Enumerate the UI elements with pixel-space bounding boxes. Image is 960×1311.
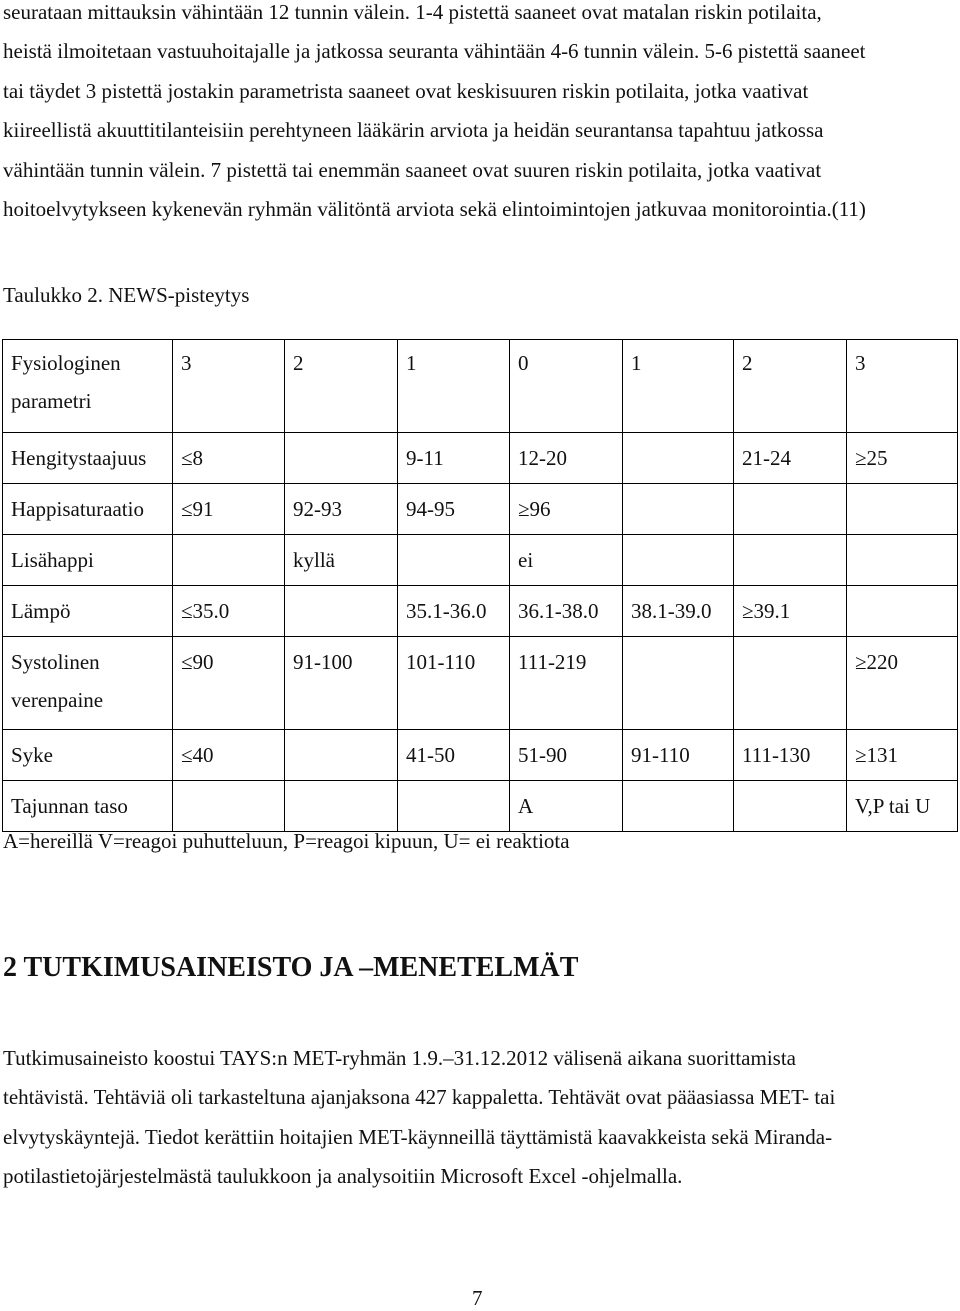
value-cell: 36.1-38.0 — [510, 586, 623, 637]
header-score-cell: 1 — [398, 340, 510, 433]
value-cell — [623, 484, 734, 535]
table-header-row — [3, 340, 958, 433]
value-cell: 111-130 — [734, 730, 847, 781]
text-line: seurataan mittauksin vähintään 12 tunnin välein. 1-4 pistettä saaneet ovat matalan riskin potilaita, — [3, 0, 822, 24]
header-score-cell: 2 — [734, 340, 847, 433]
section-heading: 2 TUTKIMUSAINEISTO JA –MENETELMÄT — [3, 952, 579, 983]
parameter-label: Hengitystaajuus — [11, 446, 147, 470]
value-cell: ≥131 — [847, 730, 958, 781]
value-cell: 91-100 — [285, 637, 398, 730]
header-score-cell: 3 — [847, 340, 958, 433]
news-score-table — [2, 339, 958, 832]
value-cell: 92-93 — [285, 484, 398, 535]
parameter-cell — [3, 781, 173, 832]
header-score-cell: 2 — [285, 340, 398, 433]
value-cell: ei — [510, 535, 623, 586]
value-cell — [734, 781, 847, 832]
parameter-label: verenpaine — [11, 688, 104, 712]
header-score-cell: 1 — [623, 340, 734, 433]
value-cell — [285, 781, 398, 832]
header-parameter-cell — [3, 340, 173, 433]
text-line: heistä ilmoitetaan vastuuhoitajalle ja jatkossa seuranta vähintään 4-6 tunnin välein. 5-6 pistettä saaneet — [3, 39, 866, 64]
parameter-label: Syke — [11, 743, 53, 767]
table-row — [3, 484, 958, 535]
text-line: tai täydet 3 pistettä jostakin parametrista saaneet ovat keskisuuren riskin potilaita, jotka vaativat — [3, 78, 809, 103]
value-cell: A — [510, 781, 623, 832]
table-row — [3, 781, 958, 832]
header-score-cell: 0 — [510, 340, 623, 433]
text-line: hoitoelvytykseen kykenevän ryhmän välitöntä arviota sekä elintoimintojen jatkuvaa monitorointia.(11) — [3, 197, 866, 222]
page-number: 7 — [472, 1286, 483, 1310]
value-cell: 111-219 — [510, 637, 623, 730]
text-line: elvytyskäyntejä. Tiedot kerättiin hoitajien MET-käynneillä täyttämistä kaavakkeista sekä Miranda- — [3, 1124, 833, 1149]
value-cell: 51-90 — [510, 730, 623, 781]
table-legend: A=hereillä V=reagoi puhutteluun, P=reagoi kipuun, U= ei reaktiota — [3, 829, 570, 853]
value-cell — [285, 586, 398, 637]
parameter-cell — [3, 730, 173, 781]
value-cell: 94-95 — [398, 484, 510, 535]
value-cell — [173, 535, 285, 586]
parameter-label: Lämpö — [11, 599, 71, 623]
table-caption: Taulukko 2. NEWS-pisteytys — [3, 283, 250, 307]
value-cell — [623, 433, 734, 484]
parameter-label: Systolinen — [11, 650, 100, 674]
value-cell: ≥96 — [510, 484, 623, 535]
value-cell: ≤40 — [173, 730, 285, 781]
parameter-label: Tajunnan taso — [11, 794, 128, 818]
value-cell — [285, 730, 398, 781]
text-line: Tutkimusaineisto koostui TAYS:n MET-ryhmän 1.9.–31.12.2012 välisenä aikana suorittamista — [3, 1046, 796, 1070]
header-score-cell: 3 — [173, 340, 285, 433]
value-cell — [398, 535, 510, 586]
value-cell: 35.1-36.0 — [398, 586, 510, 637]
value-cell: ≤35.0 — [173, 586, 285, 637]
parameter-cell — [3, 535, 173, 586]
value-cell: V,P tai U — [847, 781, 958, 832]
parameter-label: Happisaturaatio — [11, 497, 144, 521]
value-cell — [847, 535, 958, 586]
parameter-cell — [3, 484, 173, 535]
table-row — [3, 730, 958, 781]
value-cell: 21-24 — [734, 433, 847, 484]
table-row — [3, 535, 958, 586]
value-cell: ≤8 — [173, 433, 285, 484]
value-cell — [734, 535, 847, 586]
value-cell — [173, 781, 285, 832]
value-cell: ≤90 — [173, 637, 285, 730]
value-cell — [734, 484, 847, 535]
value-cell: 91-110 — [623, 730, 734, 781]
value-cell: 101-110 — [398, 637, 510, 730]
value-cell — [623, 637, 734, 730]
value-cell — [398, 781, 510, 832]
value-cell — [847, 484, 958, 535]
value-cell — [734, 637, 847, 730]
header-label: Fysiologinen — [11, 351, 121, 375]
body-paragraph — [3, 1039, 953, 1197]
value-cell: ≥39.1 — [734, 586, 847, 637]
text-line: vähintään tunnin välein. 7 pistettä tai enemmän saaneet ovat suuren riskin potilaita, jotka vaativat — [3, 157, 822, 182]
value-cell — [623, 535, 734, 586]
value-cell: 9-11 — [398, 433, 510, 484]
value-cell: ≤91 — [173, 484, 285, 535]
text-line: tehtävistä. Tehtäviä oli tarkasteltuna ajanjaksona 427 kappaletta. Tehtävät ovat pääasiassa MET- tai — [3, 1085, 836, 1110]
header-label: parametri — [11, 389, 92, 413]
value-cell: ≥220 — [847, 637, 958, 730]
value-cell — [623, 781, 734, 832]
text-line: potilastietojärjestelmästä taulukkoon ja analysoitiin Microsoft Excel -ohjelmalla. — [3, 1164, 683, 1189]
parameter-cell — [3, 586, 173, 637]
value-cell: 38.1-39.0 — [623, 586, 734, 637]
value-cell: kyllä — [285, 535, 398, 586]
value-cell: ≥25 — [847, 433, 958, 484]
text-line: kiireellistä akuuttitilanteisiin perehtyneen lääkärin arviota ja heidän seurantansa tapahtuu jatkossa — [3, 118, 824, 143]
value-cell — [285, 433, 398, 484]
value-cell — [847, 586, 958, 637]
value-cell: 12-20 — [510, 433, 623, 484]
value-cell: 41-50 — [398, 730, 510, 781]
parameter-cell — [3, 433, 173, 484]
table-row — [3, 586, 958, 637]
intro-paragraph — [3, 0, 953, 229]
table-row — [3, 637, 958, 730]
parameter-label: Lisähappi — [11, 548, 94, 572]
table-row — [3, 433, 958, 484]
parameter-cell — [3, 637, 173, 730]
